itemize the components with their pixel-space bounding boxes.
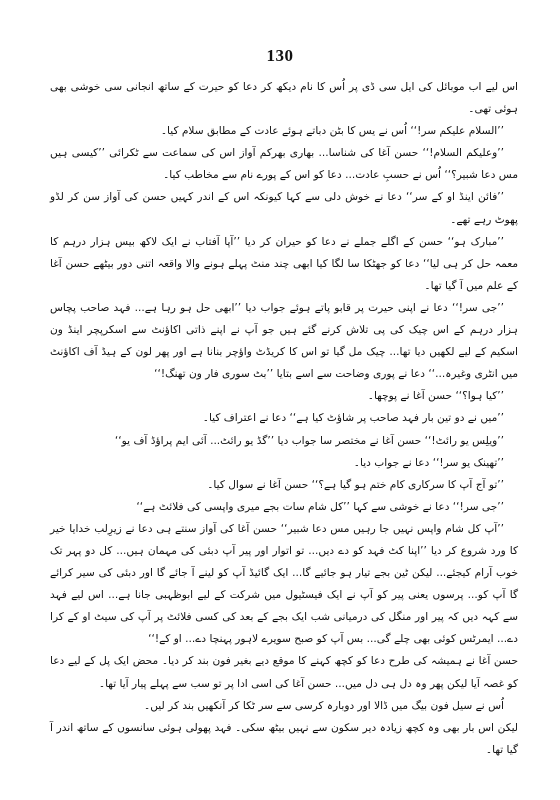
paragraph-dialogue: ’’آپ کل شام واپس نہیں جا رہیں مس دعا شبیر‘‘ حسن آغا کی آواز سنتے ہی دعا نے زیرِلب خدایا خیر کا ورد شروع کر دیا ’’اپنا کٹ فہد کو دے دیں... تو اتوار اور پیر آپ دبئی کی مہمان ہیں... کل دو پہر تک خوب آرام کیجئے... لیکن ٹین بجے تیار ہو جائیے گا... ایک گائیڈ آپ کو لینے آ جائے گا اور دبئی کی سیر کرائے گا آپ کو... پرسوں یعنی پیر کو آپ نے ایک فیسٹیول میں شرکت کے لیے ابوظہبی جانا ہے... اس لیے فہد سے کہہ دیں کہ پیر اور منگل کی درمیانی شب ایک بجے کے بعد کی کسی فلائٹ پر آپ کی سیٹ او کے کرا دے... ایمرٹس کوئی بھی چلے گی... بس آپ کو صبح سویرے لاہور پہنچا دے... او کے!‘‘	[50, 522, 518, 646]
paragraph-intro: اس لیے اب موبائل کی ایل سی ڈی پر اُس کا نام دیکھ کر دعا کو حیرت کے ساتھ انجانی سی خوشی بھی ہوئی تھی۔	[50, 81, 518, 116]
page-number: 130	[266, 46, 294, 65]
paragraph-narration: لیکن اس بار بھی وہ کچھ زیادہ دیر سکون سے نہیں بیٹھ سکی۔ فہد پھولی ہوئی سانسوں کے ساتھ اندر آ گیا تھا۔	[50, 721, 518, 756]
paragraph-dialogue: ’’تھینک یو سر!‘‘ دعا نے جواب دیا۔	[353, 456, 504, 469]
paragraph-narration: اُس نے سیل فون بیگ میں ڈالا اور دوبارہ کرسی سے سر ٹکا کر آنکھیں بند کر لیں۔	[144, 699, 504, 712]
paragraph-dialogue: ’’جی سر!‘‘ دعا نے خوشی سے کہا ’’کل شام سات بجے میری واپسی کی فلائٹ ہے‘‘	[136, 500, 504, 513]
paragraph-dialogue: ’’السلام علیکم سر!‘‘ اُس نے یس کا بٹن دباتے ہوئے عادت کے مطابق سلام کیا۔	[160, 125, 504, 138]
paragraph-dialogue: ’’جی سر!‘‘ دعا نے اپنی حیرت پر قابو پاتے ہوئے جواب دیا ’’ابھی حل ہو رہا ہے... فہد صاحب پچاس ہزار درہم کے اس چیک کی پی تلاش کرنے گئے ہیں جو آپ نے اپنے ذاتی اکاؤنٹ سے اسکرپچر اینڈ ون اسکیم کے لیے لکھیں دیا تھا... چیک مل گیا تو اس کا کریڈٹ واؤچر بنانا ہے اور پھر لون کے ہیڈ آف اکاؤنٹ میں انٹری وغیرہ...‘‘ دعا نے پوری وضاحت سے اسے بتایا ’’بٹ سوری فار ون تھنگ!‘‘	[50, 301, 518, 381]
paragraph-dialogue: ’’میں نے دو تین بار فہد صاحب پر شاؤٹ کیا ہے‘‘ دعا نے اعتراف کیا۔	[202, 412, 504, 425]
chapter-body-text	[50, 76, 518, 761]
paragraph-dialogue: ’’ویلِس یو رائٹ!‘‘ حسن آغا نے مختصر سا جواب دیا ’’گڈ یو رائٹ... آئی ایم پراؤڈ آف یو‘‘	[114, 434, 504, 447]
paragraph-narration: حسن آغا نے ہمیشہ کی طرح دعا کو کچھ کہنے کا موقع دیے بغیر فون بند کر دیا۔ محض ایک پل کے لیے دعا کو غصہ آیا لیکن پھر وہ دل ہی دل میں... حسن آغا کی اسی ادا پر تو سب سے پہلے پیار آیا تھا۔	[50, 655, 518, 690]
paragraph-dialogue: ’’مبارک ہو‘‘ حسن کے اگلے جملے نے دعا کو حیران کر دیا ’’آپا آفتاب نے ایک لاکھ بیس ہزار درہم کا معمہ حل کر ہی لیا‘‘ دعا کو جھٹکا سا لگا کیا ابھی چند منٹ پہلے ہونے والا واقعہ اتنی دور بیٹھے حسن آغا کے علم میں آ گیا تھا۔	[50, 235, 518, 292]
paragraph-dialogue: ’’وعلیکم السلام!‘‘ حسن آغا کی شناسا... بھاری بھرکم آواز اس کی سماعت سے ٹکرائی ’’کیسی ہیں مس دعا شبیر؟‘‘ اُس نے حسبِ عادت... دعا کو اس کے پورے نام سے مخاطب کیا۔	[50, 147, 518, 182]
paragraph-dialogue: ’’تو آج آپ کا سرکاری کام ختم ہو گیا ہے؟‘‘ حسن آغا نے سوال کیا۔	[207, 478, 504, 491]
paragraph-dialogue: ’’کیا ہوا؟‘‘ حسن آغا نے پوچھا۔	[367, 390, 504, 403]
paragraph-dialogue: ’’فائن اینڈ او کے سر‘‘ دعا نے خوش دلی سے کہا کیونکہ اس کے اندر کہیں حسن کی آواز سن کر لڈو پھوٹ رہے تھے۔	[50, 191, 518, 226]
